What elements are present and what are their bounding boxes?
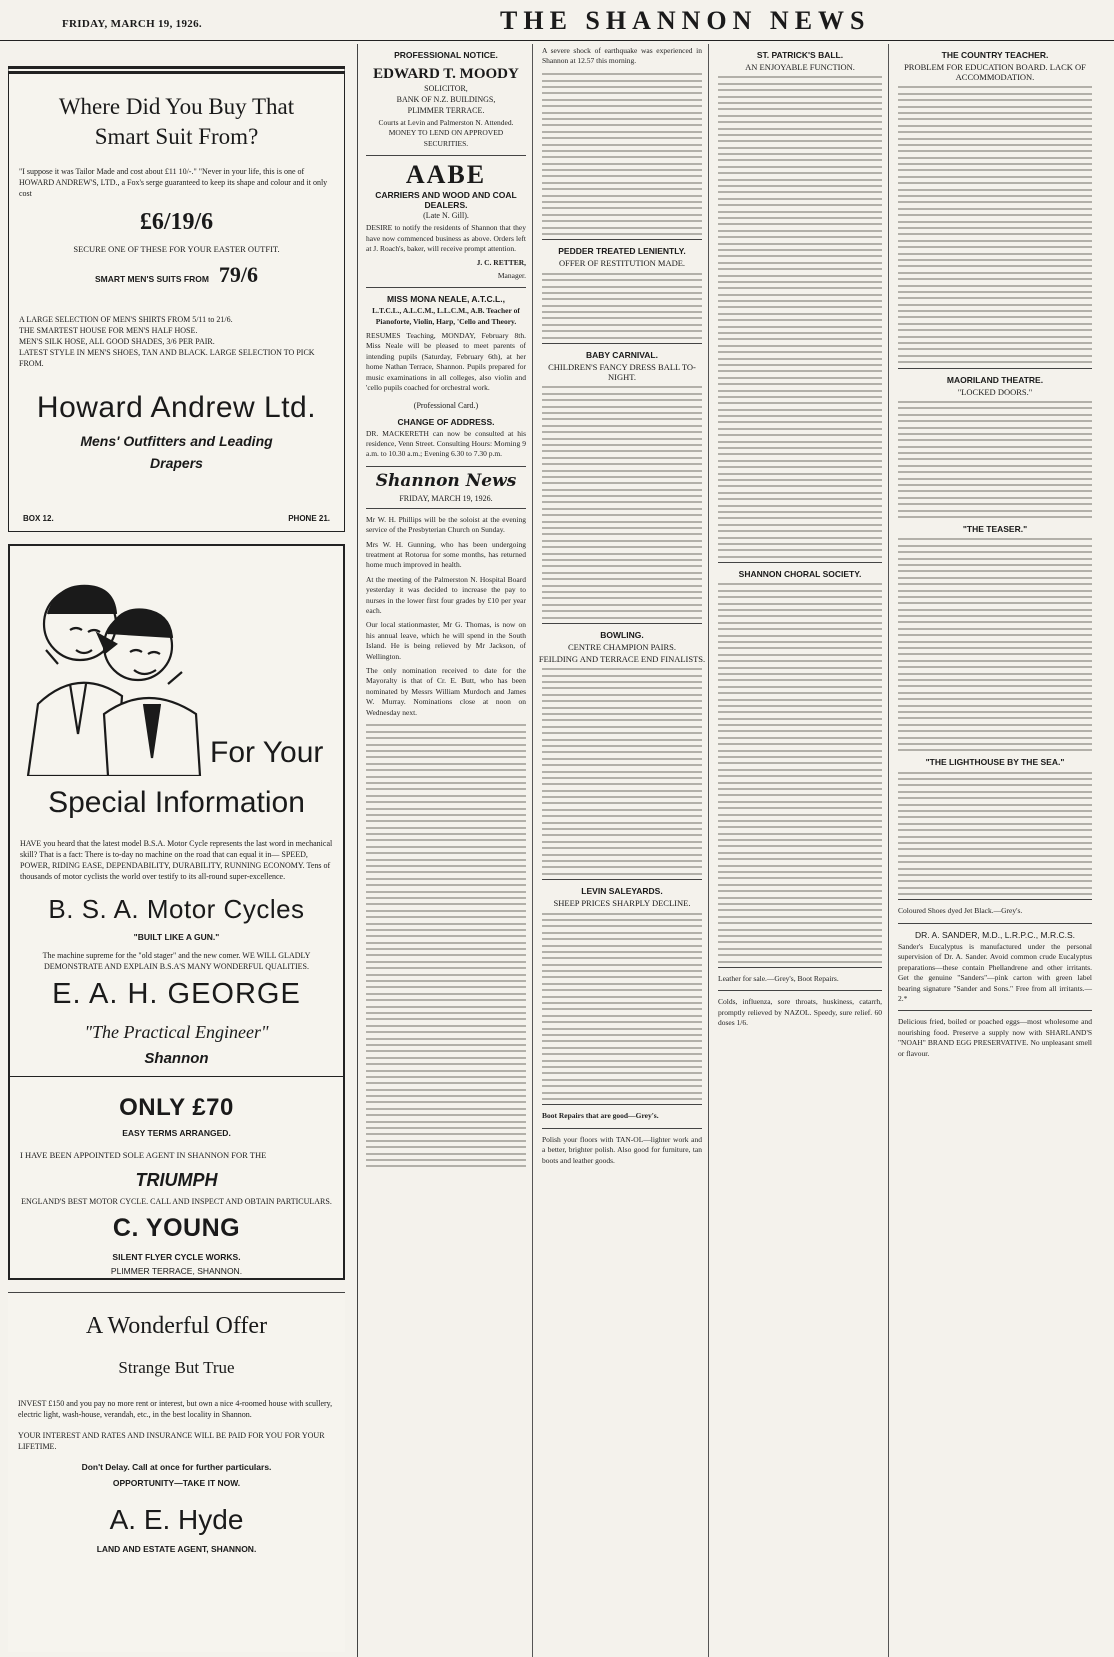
column-text-block [542,273,702,339]
news-column-2 [360,44,533,1657]
hyde-opportunity: OPPORTUNITY—TAKE IT NOW. [112,1478,241,1488]
news-column-4 [712,44,889,1657]
young-address: PLIMMER TERRACE, SHANNON. [110,1266,243,1276]
bowling-heading: BOWLING. [600,629,644,640]
firm-name: Howard Andrew Ltd. [36,391,317,424]
triumph-terms: EASY TERMS ARRANGED. [122,1128,231,1138]
newspaper-title: THE SHANNON NEWS [500,6,871,35]
firm-tagline-2: Drapers [150,455,203,471]
teacher-subheading: PROBLEM FOR EDUCATION BOARD. LACK OF ACCOMMODATION. [904,62,1086,82]
divider [718,967,882,968]
dealer-name: E. A. H. GEORGE [52,978,301,1010]
divider [366,508,526,509]
triumph-price: ONLY £70 [119,1094,234,1121]
dealer-tagline: "The Practical Engineer" [84,1022,269,1042]
column-text-block [542,73,702,235]
info-heading-2: Special Information [48,786,305,819]
triumph-make: TRIUMPH [135,1170,218,1190]
pedder-subheading: OFFER OF RESTITUTION MADE. [558,258,686,269]
hyde-heading: A Wonderful Offer [85,1313,268,1339]
retter-name: J. C. RETTER, [476,258,526,268]
smart-suits-label: SMART MEN'S SUITS FROM [94,274,209,284]
divider [718,990,882,991]
column-text-block [898,401,1092,518]
divider [366,155,526,156]
lighthouse-heading: "THE LIGHTHOUSE BY THE SEA." [925,757,1065,768]
news-item: Our local stationmaster, Mr G. Thomas, is now on his annual leave, which he will spend in the South Island. He is being relieved by Mr Jackson, of Wellington. [366,620,526,661]
change-of-address: CHANGE OF ADDRESS. [397,416,495,427]
bsa-brand: B. S. A. Motor Cycles [48,894,305,924]
column-text-block [898,772,1092,895]
suit-ad-heading: Where Did You Buy That Smart Suit From? [58,94,295,149]
easter-outfit-line: SECURE ONE OF THESE FOR YOUR EASTER OUTFIT. [73,244,280,254]
moody-name: EDWARD T. MOODY [373,66,519,82]
bsa-body-2: The machine supreme for the "old stager" and the new comer. WE WILL GLADLY DEMONSTRATE AND EXPLAIN B.S.A'S MANY WONDERFUL QUALITIES. [42,951,311,971]
divider [542,623,702,624]
suit-ad-line: LATEST STYLE IN MEN'S SHOES, TAN AND BLACK. LARGE SELECTION TO PICK FROM. [19,348,315,368]
news-item: Mr W. H. Phillips will be the soloist at the evening service of the Presbyterian Church on Sunday. [366,514,526,535]
news-item: Mrs W. H. Gunning, who has been undergoing treatment at Rotorua for some months, has returned home much improved in health. [366,539,526,570]
firm-tagline: Mens' Outfitters and Leading [80,433,273,449]
divider [542,1128,702,1129]
bsa-body: HAVE you heard that the latest model B.S.A. Motor Cycle represents the last word in mechanical skill? That is a fact: There is to-day no machine on the road that can equal it in— SPEED, POWER, RIDING EASE, DEPENDABILITY, DURABILITY, RUNNING ECONOMY. Tens of thousands of motor cyclists the world over testify to its all-round super-excellence. [20,839,333,881]
news-column-3 [536,44,709,1657]
sander-body: Sander's Eucalyptus is manufactured under the personal supervision of Dr. A. Sander. Avoid common crude Eucalyptus preparations—these contain Phellandrene and other irritants. Get the genuine "Sanders"—pink carton with green label bearing signature "Sander and Sons." Free from all irritants.—2.* [898,941,1092,1003]
divider [366,287,526,288]
young-name: C. YOUNG [112,1214,241,1242]
divider [366,466,526,467]
info-heading-1: For Your [210,736,324,769]
column-text-block [898,538,1092,751]
leather-ad: Leather for sale.—Grey's, Boot Repairs. [718,973,839,983]
mackereth-notice: DR. MACKERETH can now be consulted at his residence, Venn Street. Consulting Hours: Morning 9 a.m. to 10.30 a.m.; Evening 6.30 to 7.30 p.m. [366,428,526,459]
advertisement-column [0,44,358,1657]
divider [898,1010,1092,1011]
phone-number: PHONE 21. [288,514,330,523]
earthquake-item: A severe shock of earthquake was experienced in Shannon at 12.57 this morning. [542,46,702,66]
divider [718,562,882,563]
hyde-agent: LAND AND ESTATE AGENT, SHANNON. [96,1544,257,1554]
paper-nameplate: Shannon News [375,470,517,491]
aabe-body: DESIRE to notify the residents of Shannon that they have now commenced business as above. Orders left at J. Roach's, baker, will receive prompt attention. [366,223,526,254]
nazol-ad: Colds, influenza, sore throats, huskiness, catarrh, promptly relieved by NAZOL. Speedy, sure relief. 60 doses 1/6. [718,997,882,1028]
suit-ad-lines [9,314,344,369]
neale-body: RESUMES Teaching, MONDAY, February 8th. Miss Neale will be pleased to meet parents of intending pupils (Saturday, February 6th), at her home Nathan Terrace, Shannon. Pupils prepared for music examinations in all colleges, also violin and 'cello pupils coached for orchestral work. [366,331,526,393]
divider [542,239,702,240]
suit-ad-line: A LARGE SELECTION OF MEN'S SHIRTS FROM 5/11 to 21/6. [19,315,233,324]
column-text-block [542,913,702,1100]
moody-courts: Courts at Levin and Palmerston N. Attended. MONEY TO LEND ON APPROVED SECURITIES. [378,118,514,148]
howard-andrew-advertisement [8,66,345,532]
hyde-subheading: Strange But True [118,1358,235,1377]
masthead [0,0,1114,41]
choral-heading: SHANNON CHORAL SOCIETY. [738,569,862,580]
suit-ad-quote: "I suppose it was Tailor Made and cost about £11 10/-." "Never in your life, this is one of HOWARD ANDREW'S, LTD., a Fox's serge guaranteed to keep its shape and colour and it only cost [19,167,328,198]
professional-card: (Professional Card.) [413,400,479,410]
neale-name: MISS MONA NEALE, A.T.C.L., [387,294,505,305]
triumph-call: ENGLAND'S BEST MOTOR CYCLE. CALL AND INSPECT AND OBTAIN PARTICULARS. [21,1197,332,1206]
shoes-ad: Coloured Shoes dyed Jet Black.—Grey's. [898,906,1023,916]
divider [898,899,1092,900]
column-text-block [898,86,1092,363]
column-text-block [366,724,526,1167]
bsa-motor-cycles-advertisement [8,544,345,1280]
moody-line: SOLICITOR, [424,84,468,93]
moody-line: PLIMMER TERRACE. [407,106,485,115]
divider [542,343,702,344]
teaser-heading: "THE TEASER." [962,524,1028,534]
aabe-late: (Late N. Gill). [423,211,469,221]
suit-ad-line: MEN'S SILK HOSE, ALL GOOD SHADES, 3/6 PER PAIR. [19,337,215,346]
issue-date: FRIDAY, MARCH 19, 1926. [62,18,202,30]
sander-heading: DR. A. SANDER, M.D., L.R.P.C., M.R.C.S. [915,929,1075,940]
bowling-subheading-2: FEILDING AND TERRACE END FINALISTS. [538,653,706,664]
neale-qualifications: L.T.C.L., A.L.C.M., L.L.C.M., A.B. Teacher of Pianoforte, Violin, Harp, 'Cello and Theory. [372,306,520,326]
locked-doors-heading: "LOCKED DOORS." [957,386,1033,397]
aabe-title: AABE [405,160,487,190]
bsa-slogan: "BUILT LIKE A GUN." [133,932,220,942]
divider [542,1104,702,1105]
tanol-ad: Polish your floors with TAN-OL—lighter work and a better, brighter polish. Also good for furniture, tan boots and leather goods. [542,1134,702,1165]
hyde-advertisement [8,1292,345,1652]
levin-heading: LEVIN SALEYARDS. [581,886,663,897]
maoriland-heading: MAORILAND THEATRE. [946,374,1044,385]
column-text-block [718,76,882,557]
pedder-heading: PEDDER TREATED LENIENTLY. [558,246,686,257]
two-men-whispering-illustration [18,554,208,776]
ad-divider [10,1076,343,1077]
suit-ad-line: THE SMARTEST HOUSE FOR MEN'S HALF HOSE. [19,326,198,335]
smart-suits-line [9,262,344,288]
retter-role: Manager. [497,270,526,280]
dealer-town: Shannon [144,1050,209,1067]
bowling-subheading: CENTRE CHAMPION PAIRS. [567,641,677,652]
hyde-name: A. E. Hyde [109,1504,244,1535]
divider [542,879,702,880]
hyde-body: INVEST £150 and you pay no more rent or interest, but own a nice 4-roomed house with scullery, electric light, wash-house, verandah, etc., in the best locality in Shannon. [18,1399,333,1419]
young-works: SILENT FLYER CYCLE WORKS. [112,1252,241,1262]
column-text-block [542,668,702,875]
column-text-block [718,583,882,962]
smart-suits-price: 79/6 [218,262,259,287]
paper-date: FRIDAY, MARCH 19, 1926. [399,493,493,503]
moody-line: BANK OF N.Z. BUILDINGS, [396,95,496,104]
triumph-agent: I HAVE BEEN APPOINTED SOLE AGENT IN SHANNON FOR THE [20,1150,267,1160]
hyde-line: YOUR INTEREST AND RATES AND INSURANCE WILL BE PAID FOR YOU FOR YOUR LIFETIME. [18,1431,325,1451]
levin-subheading: SHEEP PRICES SHARPLY DECLINE. [553,898,691,909]
ball-heading: ST. PATRICK'S BALL. [756,50,844,60]
news-column-5 [892,44,1098,1657]
teacher-heading: THE COUNTRY TEACHER. [941,50,1049,60]
hyde-delay: Don't Delay. Call at once for further particulars. [81,1462,272,1472]
news-item: At the meeting of the Palmerston N. Hospital Board yesterday it was decided to increase the pay to nurses in the lower first four grades by £10 per year each. [366,574,526,615]
egg-preservative-ad: Delicious fried, boiled or poached eggs—most wholesome and nourishing food. Preserve a supply now with SHARLAND'S "NOAH" BRAND EGG PRESERVATIVE. No unpleasant smell or flavour. [898,1017,1092,1058]
box-number: BOX 12. [23,514,54,523]
aabe-subtitle: CARRIERS AND WOOD AND COAL DEALERS. [375,190,517,211]
divider [898,923,1092,924]
carnival-heading: BABY CARNIVAL. [586,350,658,361]
column-text-block [542,386,702,618]
professional-notice-heading: PROFESSIONAL NOTICE. [394,50,498,60]
news-item: The only nomination received to date for the Mayoralty is that of Cr. E. Butt, who has been nominated by Messrs William Murdoch and James W. Murray. Nominations close at noon on Wednesday next. [366,666,526,717]
ball-subheading: AN ENJOYABLE FUNCTION. [745,62,855,72]
divider [898,368,1092,369]
carnival-subheading: CHILDREN'S FANCY DRESS BALL TO-NIGHT. [548,362,696,383]
suit-price: £6/19/6 [139,209,214,235]
boot-repairs-ad: Boot Repairs that are good—Grey's. [542,1111,659,1121]
